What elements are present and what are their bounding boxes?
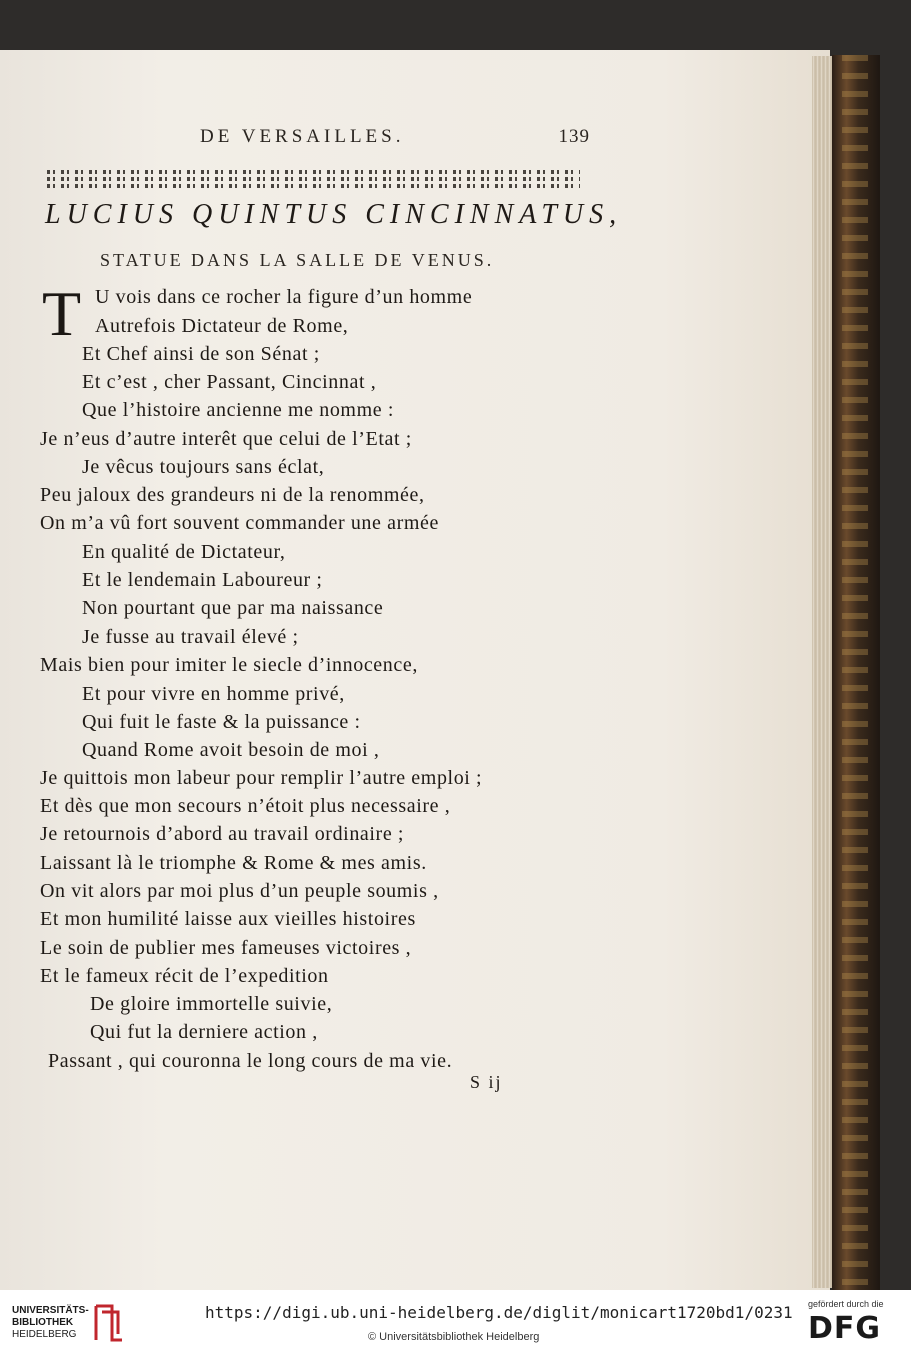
running-head-title: DE VERSAILLES. [200,126,405,147]
verse-line: En qualité de Dictateur, [82,541,286,563]
verse-line: Et mon humilité laisse aux vieilles histoires [40,908,416,930]
library-name [12,1305,92,1341]
verse-line: Je fusse au travail élevé ; [82,626,299,648]
page-number: 139 [558,126,590,147]
verse-line: U vois dans ce rocher la figure d’un homme [95,286,473,308]
verse-line: Non pourtant que par ma naissance [82,597,384,619]
library-logo-icon [92,1300,126,1346]
page-edges [812,56,832,1288]
verse-line: On m’a vû fort souvent commander une armée [40,512,439,534]
library-line: BIBLIOTHEK [12,1317,74,1328]
signature-mark: S ij [470,1072,503,1092]
verse-line: Quand Rome avoit besoin de moi , [82,739,380,761]
library-line: HEIDELBERG [12,1329,77,1340]
document-url-link[interactable]: https://digi.ub.uni-heidelberg.de/diglit/monicart1720bd1/0231 [205,1303,793,1322]
poem-title: LUCIUS QUINTUS CINCINNATUS, [45,199,623,230]
verse-line: Et le fameux récit de l’expedition [40,965,329,987]
verse-line: Que l’histoire ancienne me nomme : [82,399,394,421]
verse-line: On vit alors par moi plus d’un peuple soumis , [40,880,439,902]
verse-line: Passant , qui couronna le long cours de ma vie. [48,1050,453,1072]
footer-bar [0,1290,911,1355]
verse-line: Et c’est , cher Passant, Cincinnat , [82,371,377,393]
book-spine [832,55,880,1290]
verse-line: Peu jaloux des grandeurs ni de la renommée, [40,484,425,506]
verse-line: Et dès que mon secours n’étoit plus necessaire , [40,795,451,817]
verse-line: De gloire immortelle suivie, [90,993,333,1015]
ornamental-rule [47,170,580,188]
verse-line: Je quittois mon labeur pour remplir l’autre emploi ; [40,767,483,789]
verse-line: Et Chef ainsi de son Sénat ; [82,343,320,365]
copyright-notice: © Universitätsbibliothek Heidelberg [368,1331,540,1343]
verse-line: Autrefois Dictateur de Rome, [95,315,349,337]
library-line: UNIVERSITÄTS- [12,1305,89,1316]
poem-subtitle: STATUE DANS LA SALLE DE VENUS. [100,250,495,270]
verse-line: Je retournois d’abord au travail ordinaire ; [40,823,405,845]
verse-line: Laissant là le triomphe & Rome & mes amis. [40,852,427,874]
dfg-caption: gefördert durch die [808,1299,884,1309]
verse-line: Mais bien pour imiter le siecle d’innocence, [40,654,418,676]
verse-line: Je n’eus d’autre interêt que celui de l’Etat ; [40,428,412,450]
verse-line: Le soin de publier mes fameuses victoires , [40,937,412,959]
verse-line: Je vêcus toujours sans éclat, [82,456,325,478]
dfg-logo-icon: DFG [808,1311,882,1346]
drop-cap: T [42,278,82,349]
verse-line: Qui fut la derniere action , [90,1021,318,1043]
verse-line: Et pour vivre en homme privé, [82,683,345,705]
verse-line: Qui fuit le faste & la puissance : [82,711,361,733]
verse-line: Et le lendemain Laboureur ; [82,569,323,591]
